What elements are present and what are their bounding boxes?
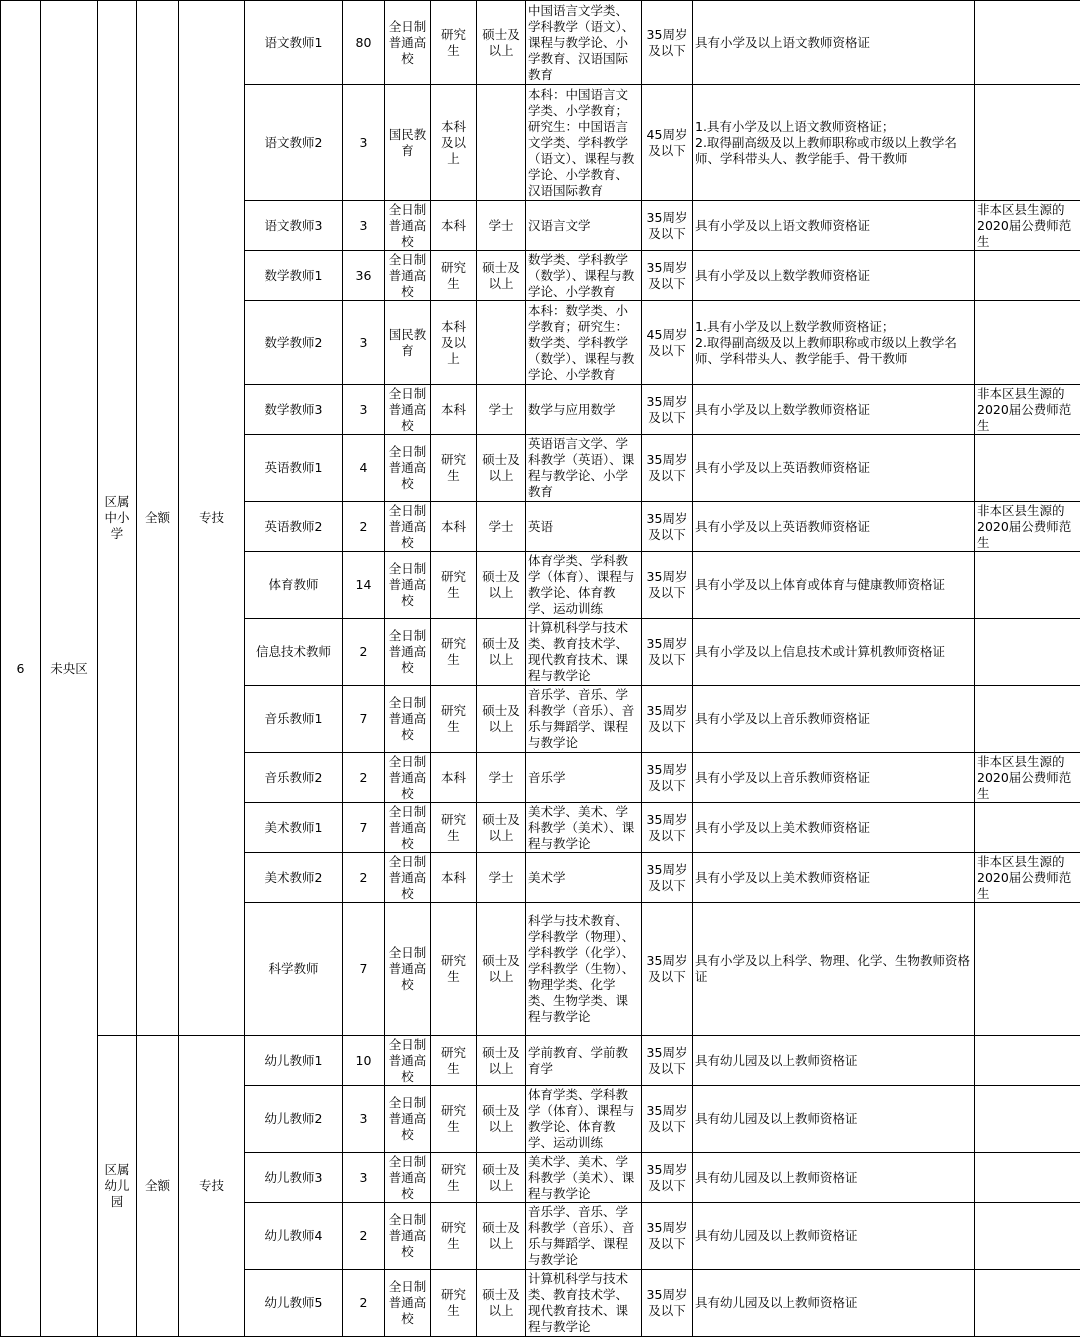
education-channel: 全日制 普通高 校 (385, 853, 431, 903)
other-requirement: 具有幼儿园及以上教师资格证 (693, 1036, 975, 1086)
degree: 硕士及 以上 (477, 552, 526, 619)
age-limit: 35周岁 及以下 (642, 435, 693, 502)
other-requirement: 具有小学及以上音乐教师资格证 (693, 753, 975, 803)
education-level: 本科 (431, 753, 477, 803)
hiring-count: 2 (343, 753, 385, 803)
education-channel: 全日制 普通高 校 (385, 1203, 431, 1270)
education-channel: 全日制 普通高 校 (385, 1270, 431, 1337)
age-limit: 35周岁 及以下 (642, 619, 693, 686)
age-limit: 35周岁 及以下 (642, 853, 693, 903)
position-name: 语文教师2 (245, 85, 343, 201)
major-requirement: 美术学 (526, 853, 642, 903)
other-requirement: 具有小学及以上语文教师资格证 (693, 201, 975, 251)
hiring-count: 7 (343, 803, 385, 853)
education-level: 研究 生 (431, 619, 477, 686)
major-requirement: 音乐学 (526, 753, 642, 803)
education-level: 本科 (431, 502, 477, 552)
other-requirement: 具有小学及以上美术教师资格证 (693, 803, 975, 853)
hiring-count: 2 (343, 502, 385, 552)
degree: 硕士及 以上 (477, 1270, 526, 1337)
position-name: 幼儿教师1 (245, 1036, 343, 1086)
other-requirement: 具有幼儿园及以上教师资格证 (693, 1153, 975, 1203)
hiring-count: 3 (343, 85, 385, 201)
hiring-count: 3 (343, 301, 385, 385)
age-limit: 35周岁 及以下 (642, 686, 693, 753)
table-body (1, 1, 1080, 1337)
funding-type: 全额 (137, 1036, 179, 1337)
age-limit: 35周岁 及以下 (642, 1, 693, 85)
position-name: 信息技术教师 (245, 619, 343, 686)
education-channel: 全日制 普通高 校 (385, 435, 431, 502)
age-limit: 35周岁 及以下 (642, 1153, 693, 1203)
hiring-count: 3 (343, 1086, 385, 1153)
position-name: 语文教师1 (245, 1, 343, 85)
position-name: 数学教师3 (245, 385, 343, 435)
degree: 硕士及 以上 (477, 435, 526, 502)
other-requirement: 具有幼儿园及以上教师资格证 (693, 1270, 975, 1337)
major-requirement: 本科：数学类、小学教育；研究生：数学类、学科教学（数学）、课程与教学论、小学教育 (526, 301, 642, 385)
education-channel: 全日制 普通高 校 (385, 619, 431, 686)
position-name: 英语教师1 (245, 435, 343, 502)
age-limit: 35周岁 及以下 (642, 803, 693, 853)
education-level: 本科 (431, 201, 477, 251)
hiring-count: 2 (343, 619, 385, 686)
education-channel: 全日制 普通高 校 (385, 803, 431, 853)
major-requirement: 汉语言文学 (526, 201, 642, 251)
age-limit: 45周岁 及以下 (642, 85, 693, 201)
major-requirement: 美术学、美术、学科教学（美术）、课程与教学论 (526, 803, 642, 853)
education-channel: 国民教 育 (385, 301, 431, 385)
degree: 学士 (477, 385, 526, 435)
major-requirement: 美术学、美术、学科教学（美术）、课程与教学论 (526, 1153, 642, 1203)
age-limit: 35周岁 及以下 (642, 1086, 693, 1153)
degree: 硕士及 以上 (477, 1153, 526, 1203)
other-requirement: 具有幼儿园及以上教师资格证 (693, 1203, 975, 1270)
remark: 非本区县生源的2020届公费师范生 (975, 385, 1080, 435)
major-requirement: 计算机科学与技术类、教育技术学、现代教育技术、课程与教学论 (526, 619, 642, 686)
funding-type: 全额 (137, 1, 179, 1036)
age-limit: 45周岁 及以下 (642, 301, 693, 385)
education-level: 本科 (431, 385, 477, 435)
major-requirement: 英语 (526, 502, 642, 552)
remark (975, 803, 1080, 853)
education-level: 研究 生 (431, 251, 477, 301)
major-requirement: 数学与应用数学 (526, 385, 642, 435)
remark (975, 1036, 1080, 1086)
education-level: 研究 生 (431, 1036, 477, 1086)
position-name: 幼儿教师3 (245, 1153, 343, 1203)
other-requirement: 具有小学及以上英语教师资格证 (693, 435, 975, 502)
education-level: 本科 (431, 853, 477, 903)
education-channel: 全日制 普通高 校 (385, 686, 431, 753)
age-limit: 35周岁 及以下 (642, 201, 693, 251)
other-requirement: 具有幼儿园及以上教师资格证 (693, 1086, 975, 1153)
other-requirement: 具有小学及以上语文教师资格证 (693, 1, 975, 85)
other-requirement: 具有小学及以上美术教师资格证 (693, 853, 975, 903)
age-limit: 35周岁 及以下 (642, 502, 693, 552)
education-channel: 全日制 普通高 校 (385, 753, 431, 803)
education-level: 研究 生 (431, 803, 477, 853)
remark (975, 85, 1080, 201)
major-requirement: 本科：中国语言文学类、小学教育；研究生：中国语言文学类、学科教学（语文）、课程与教学论、小学教育、汉语国际教育 (526, 85, 642, 201)
degree (477, 85, 526, 201)
age-limit: 35周岁 及以下 (642, 903, 693, 1036)
degree: 硕士及 以上 (477, 619, 526, 686)
degree: 学士 (477, 502, 526, 552)
remark (975, 1203, 1080, 1270)
major-requirement: 体育学类、学科教学（体育）、课程与教学论、体育教学、运动训练 (526, 1086, 642, 1153)
remark: 非本区县生源的2020届公费师范生 (975, 753, 1080, 803)
unit-type: 区属 中小 学 (98, 1, 137, 1036)
education-channel: 全日制 普通高 校 (385, 1036, 431, 1086)
position-name: 数学教师2 (245, 301, 343, 385)
education-level: 本科 及以 上 (431, 301, 477, 385)
age-limit: 35周岁 及以下 (642, 552, 693, 619)
major-requirement: 中国语言文学类、学科教学（语文）、课程与教学论、小学教育、汉语国际教育 (526, 1, 642, 85)
major-requirement: 学前教育、学前教育学 (526, 1036, 642, 1086)
major-requirement: 计算机科学与技术类、教育技术学、现代教育技术、课程与教学论 (526, 1270, 642, 1337)
remark (975, 1153, 1080, 1203)
other-requirement: 1.具有小学及以上数学教师资格证； 2.取得副高级及以上教师职称或市级以上教学名师、学科带头人、教学能手、骨干教师 (693, 301, 975, 385)
age-limit: 35周岁 及以下 (642, 1036, 693, 1086)
education-level: 研究 生 (431, 903, 477, 1036)
district-number: 6 (1, 1, 41, 1337)
remark (975, 686, 1080, 753)
district-name: 未央区 (41, 1, 98, 1337)
other-requirement: 具有小学及以上音乐教师资格证 (693, 686, 975, 753)
major-requirement: 数学类、学科教学（数学）、课程与教学论、小学教育 (526, 251, 642, 301)
remark (975, 903, 1080, 1036)
position-name: 幼儿教师5 (245, 1270, 343, 1337)
education-channel: 全日制 普通高 校 (385, 385, 431, 435)
other-requirement: 1.具有小学及以上语文教师资格证； 2.取得副高级及以上教师职称或市级以上教学名师、学科带头人、教学能手、骨干教师 (693, 85, 975, 201)
remark (975, 435, 1080, 502)
hiring-count: 36 (343, 251, 385, 301)
hiring-count: 10 (343, 1036, 385, 1086)
degree: 硕士及 以上 (477, 1203, 526, 1270)
other-requirement: 具有小学及以上科学、物理、化学、生物教师资格证 (693, 903, 975, 1036)
position-name: 美术教师2 (245, 853, 343, 903)
remark (975, 552, 1080, 619)
education-level: 研究 生 (431, 435, 477, 502)
position-name: 美术教师1 (245, 803, 343, 853)
education-channel: 全日制 普通高 校 (385, 502, 431, 552)
hiring-count: 3 (343, 201, 385, 251)
hiring-count: 3 (343, 385, 385, 435)
hiring-count: 14 (343, 552, 385, 619)
education-channel: 全日制 普通高 校 (385, 1153, 431, 1203)
degree: 硕士及 以上 (477, 903, 526, 1036)
other-requirement: 具有小学及以上信息技术或计算机教师资格证 (693, 619, 975, 686)
major-requirement: 音乐学、音乐、学科教学（音乐）、音乐与舞蹈学、课程与教学论 (526, 1203, 642, 1270)
position-name: 音乐教师2 (245, 753, 343, 803)
hiring-count: 80 (343, 1, 385, 85)
remark (975, 619, 1080, 686)
degree (477, 301, 526, 385)
age-limit: 35周岁 及以下 (642, 385, 693, 435)
education-level: 研究 生 (431, 1086, 477, 1153)
education-channel: 全日制 普通高 校 (385, 552, 431, 619)
education-channel: 国民教 育 (385, 85, 431, 201)
age-limit: 35周岁 及以下 (642, 753, 693, 803)
table-row (1, 1036, 1080, 1086)
post-category: 专技 (179, 1036, 245, 1337)
education-channel: 全日制 普通高 校 (385, 1086, 431, 1153)
hiring-count: 2 (343, 1270, 385, 1337)
major-requirement: 音乐学、音乐、学科教学（音乐）、音乐与舞蹈学、课程与教学论 (526, 686, 642, 753)
position-name: 语文教师3 (245, 201, 343, 251)
hiring-count: 2 (343, 853, 385, 903)
hiring-count: 2 (343, 1203, 385, 1270)
position-name: 音乐教师1 (245, 686, 343, 753)
remark (975, 1, 1080, 85)
remark (975, 1270, 1080, 1337)
education-channel: 全日制 普通高 校 (385, 201, 431, 251)
hiring-count: 4 (343, 435, 385, 502)
position-name: 数学教师1 (245, 251, 343, 301)
education-level: 研究 生 (431, 686, 477, 753)
remark: 非本区县生源的2020届公费师范生 (975, 502, 1080, 552)
remark (975, 301, 1080, 385)
education-level: 本科 及以 上 (431, 85, 477, 201)
education-level: 研究 生 (431, 1203, 477, 1270)
age-limit: 35周岁 及以下 (642, 1203, 693, 1270)
remark (975, 1086, 1080, 1153)
degree: 硕士及 以上 (477, 803, 526, 853)
degree: 硕士及 以上 (477, 1036, 526, 1086)
education-level: 研究 生 (431, 1270, 477, 1337)
other-requirement: 具有小学及以上体育或体育与健康教师资格证 (693, 552, 975, 619)
remark: 非本区县生源的2020届公费师范生 (975, 853, 1080, 903)
degree: 学士 (477, 753, 526, 803)
hiring-count: 7 (343, 903, 385, 1036)
other-requirement: 具有小学及以上数学教师资格证 (693, 385, 975, 435)
post-category: 专技 (179, 1, 245, 1036)
degree: 硕士及 以上 (477, 686, 526, 753)
unit-type: 区属 幼儿 园 (98, 1036, 137, 1337)
major-requirement: 体育学类、学科教学（体育）、课程与教学论、体育教学、运动训练 (526, 552, 642, 619)
age-limit: 35周岁 及以下 (642, 1270, 693, 1337)
degree: 学士 (477, 201, 526, 251)
position-name: 英语教师2 (245, 502, 343, 552)
hiring-count: 3 (343, 1153, 385, 1203)
other-requirement: 具有小学及以上数学教师资格证 (693, 251, 975, 301)
position-name: 幼儿教师4 (245, 1203, 343, 1270)
major-requirement: 英语语言文学、学科教学（英语）、课程与教学论、小学教育 (526, 435, 642, 502)
education-channel: 全日制 普通高 校 (385, 903, 431, 1036)
position-name: 幼儿教师2 (245, 1086, 343, 1153)
education-channel: 全日制 普通高 校 (385, 1, 431, 85)
position-name: 科学教师 (245, 903, 343, 1036)
remark: 非本区县生源的2020届公费师范生 (975, 201, 1080, 251)
education-level: 研究 生 (431, 1, 477, 85)
hiring-count: 7 (343, 686, 385, 753)
age-limit: 35周岁 及以下 (642, 251, 693, 301)
position-name: 体育教师 (245, 552, 343, 619)
major-requirement: 科学与技术教育、学科教学（物理）、学科教学（化学）、学科教学（生物）、物理学类、化学类、生物学类、课程与教学论 (526, 903, 642, 1036)
other-requirement: 具有小学及以上英语教师资格证 (693, 502, 975, 552)
degree: 硕士及 以上 (477, 1086, 526, 1153)
table-row (1, 1, 1080, 85)
degree: 学士 (477, 853, 526, 903)
degree: 硕士及 以上 (477, 1, 526, 85)
degree: 硕士及 以上 (477, 251, 526, 301)
education-channel: 全日制 普通高 校 (385, 251, 431, 301)
remark (975, 251, 1080, 301)
education-level: 研究 生 (431, 552, 477, 619)
education-level: 研究 生 (431, 1153, 477, 1203)
